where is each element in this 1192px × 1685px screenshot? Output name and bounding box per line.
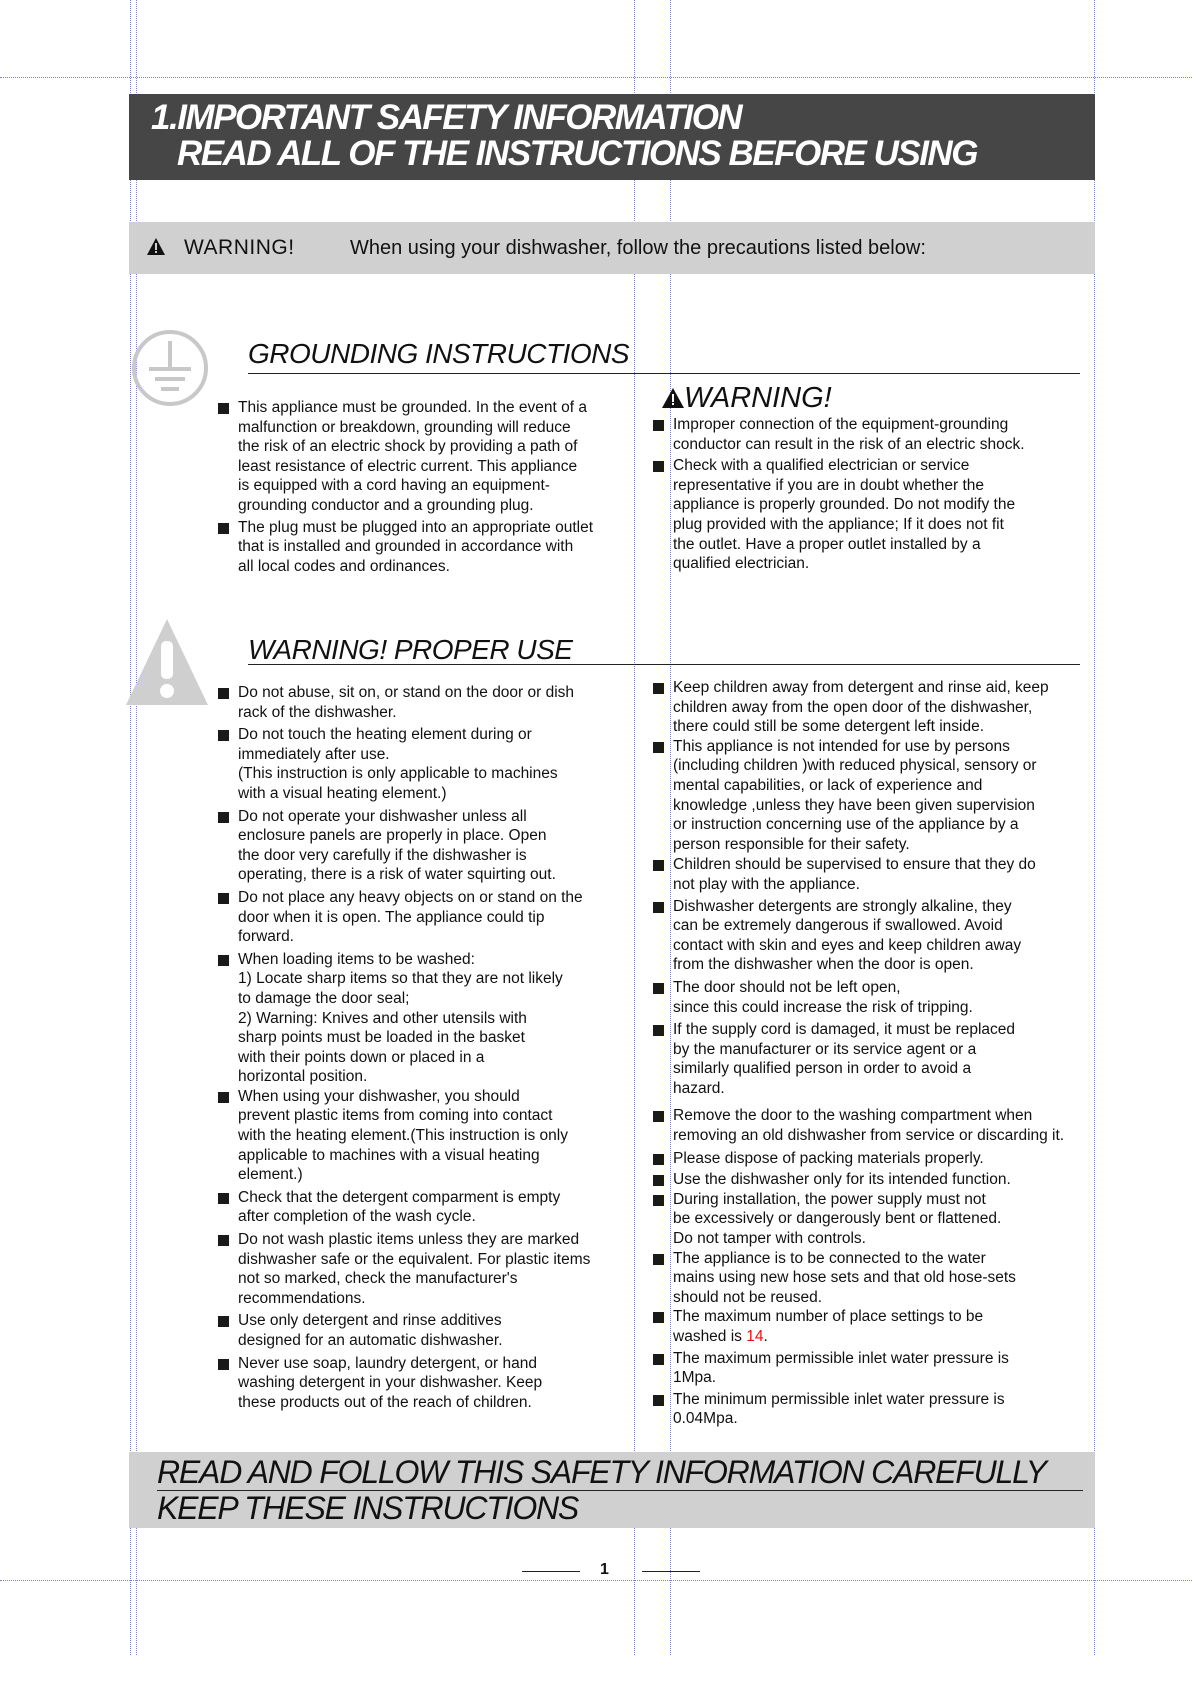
warning-label: WARNING! [184,236,295,259]
crop-guide [0,1580,1192,1581]
list-item: Check with a qualified electrician or service representative if you are in doubt whether the appliance is properly grounded. Do not modify the plug provided with the appliance; If it does not fit the outlet. Have a proper outlet installed by a qualified electrician. [653,456,1093,574]
list-item: Use only detergent and rinse additives designed for an automatic dishwasher. [218,1311,648,1350]
proper-use-title: WARNING! PROPER USE [248,634,573,665]
list-item: This appliance must be grounded. In the event of a malfunction or breakdown, grounding will reduce the risk of an electric shock by providing a path of least resistance of electric current. This appliance is equipped with a cord having an equipment- grounding conductor and a grounding plug. [218,398,638,516]
proper-use-left-list [218,683,648,1412]
grounding-title: GROUNDING INSTRUCTIONS [248,338,629,369]
section-divider [248,664,1080,665]
list-item: Check that the detergent comparment is empty after completion of the wash cycle. [218,1188,648,1227]
warning-bar [129,222,1095,274]
list-item: Do not wash plastic items unless they are marked dishwasher safe or the equivalent. For plastic items not so marked, check the manufacturer's recommendations. [218,1230,648,1308]
list-item: Do not place any heavy objects on or stand on the door when it is open. The appliance could tip forward. [218,888,648,947]
list-item: Dishwasher detergents are strongly alkaline, they can be extremely dangerous if swallowed. Avoid contact with skin and eyes and keep children away from the dishwasher when the door is open. [653,897,1108,975]
section-divider [248,373,1080,374]
list-item: The maximum permissible inlet water pressure is 1Mpa. [653,1349,1108,1388]
ground-symbol-icon [131,329,209,407]
list-item: If the supply cord is damaged, it must be replaced by the manufacturer or its service agent or a similarly qualified person in order to avoid a hazard. [653,1020,1108,1098]
page-number-rule [522,1571,580,1572]
list-item: The maximum number of place settings to be washed is 14. [653,1307,1108,1346]
list-item: When using your dishwasher, you should prevent plastic items from coming into contact with the heating element.(This instruction is only applicable to machines with a visual heating element.) [218,1087,648,1185]
list-item: Improper connection of the equipment-grounding conductor can result in the risk of an electric shock. [653,415,1093,454]
list-item: Remove the door to the washing compartment when removing an old dishwasher from service or discarding it. [653,1106,1108,1145]
list-item: Children should be supervised to ensure that they do not play with the appliance. [653,855,1108,894]
list-item: The appliance is to be connected to the water mains using new hose sets and that old hose-sets should not be reused. [653,1249,1108,1308]
list-item: Do not operate your dishwasher unless all enclosure panels are properly in place. Open the door very carefully if the dishwasher is operating, there is a risk of water squirting out. [218,807,648,885]
footer-line-2: KEEP THESE INSTRUCTIONS [157,1490,579,1526]
list-item: The minimum permissible inlet water pressure is 0.04Mpa. [653,1390,1108,1429]
list-item: The plug must be plugged into an appropriate outlet that is installed and grounded in accordance with all local codes and ordinances. [218,518,638,577]
footer-line-1: READ AND FOLLOW THIS SAFETY INFORMATION CAREFULLY [157,1454,1046,1490]
grounding-warning-heading [662,382,832,415]
caution-triangle-icon [126,619,208,705]
place-settings-value: 14 [746,1328,764,1345]
list-item: Use the dishwasher only for its intended function. [653,1170,1108,1190]
warning-icon [662,388,684,408]
grounding-right-list [653,415,1093,574]
footer-banner [129,1452,1095,1528]
grounding-left-list [218,398,638,576]
proper-use-right-list [653,678,1108,1429]
list-item: The door should not be left open, since this could increase the risk of tripping. [653,978,1108,1017]
list-item: This appliance is not intended for use by persons (including children )with reduced physical, sensory or mental capabilities, or lack of experience and knowledge ,unless they have been given supervision or instruction concerning use of the appliance by a person responsible for their safety. [653,737,1108,855]
page-number-rule [642,1571,700,1572]
list-item: Please dispose of packing materials properly. [653,1149,1108,1169]
grounding-warning-title: WARNING! [684,382,832,414]
warning-text: When using your dishwasher, follow the precautions listed below: [350,237,926,259]
list-item: When loading items to be washed: 1) Locate sharp items so that they are not likely to damage the door seal; 2) Warning: Knives and other utensils with sharp points must be loaded in the basket with their points down or placed in a horizontal position. [218,950,648,1087]
page-title: 1.IMPORTANT SAFETY INFORMATION [151,98,742,137]
title-banner [129,94,1095,180]
warning-icon [147,238,165,255]
crop-guide [0,77,1192,78]
page-number: 1 [600,1561,609,1578]
list-item: Never use soap, laundry detergent, or hand washing detergent in your dishwasher. Keep these products out of the reach of children. [218,1354,648,1413]
page-subtitle: READ ALL OF THE INSTRUCTIONS BEFORE USING [177,134,977,173]
list-item: Keep children away from detergent and rinse aid, keep children away from the open door of the dishwasher, there could still be some detergent left inside. [653,678,1108,737]
list-item: During installation, the power supply must not be excessively or dangerously bent or flattened. Do not tamper with controls. [653,1190,1108,1249]
list-item: Do not touch the heating element during or immediately after use. (This instruction is only applicable to machines with a visual heating element.) [218,725,648,803]
list-item: Do not abuse, sit on, or stand on the door or dish rack of the dishwasher. [218,683,648,722]
